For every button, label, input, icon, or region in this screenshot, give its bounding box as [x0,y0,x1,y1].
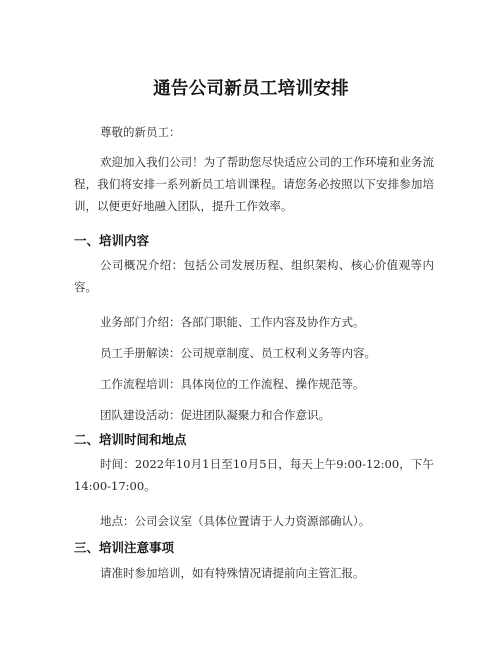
document-title: 通告公司新员工培训安排 [153,79,349,99]
section-heading-notes: 三、培训注意事项 [74,540,175,555]
intro-paragraph: 欢迎加入我们公司！为了帮助您尽快适应公司的工作环境和业务流程，我们将安排一系列新员工培训课程。请您务必按照以下安排参加培训，以便更好地融入团队，提升工作效率。 [74,155,434,213]
content-item-team-building: 团队建设活动：促进团队凝聚力和合作意识。 [100,408,330,422]
content-item-workflow: 工作流程培训：具体岗位的工作流程、操作规范等。 [100,377,365,391]
content-item-company-overview: 公司概况介绍：包括公司发展历程、组织架构、核心价值观等内容。 [74,258,434,294]
greeting: 尊敬的新员工： [100,125,181,139]
section-heading-time-place: 二、培训时间和地点 [74,432,187,447]
place-item: 地点：公司会议室（具体位置请于人力资源部确认）。 [100,514,371,528]
content-item-departments: 业务部门介绍：各部门职能、工作内容及协作方式。 [100,315,365,329]
section-heading-training-content: 一、培训内容 [74,233,150,248]
note-item-punctuality: 请准时参加培训，如有特殊情况请提前向主管汇报。 [100,566,365,580]
time-item: 时间：2022年10月1日至10月5日，每天上午9:00-12:00，下午14:00-17:00。 [74,457,434,493]
content-item-handbook: 员工手册解读：公司规章制度、员工权利义务等内容。 [100,346,376,360]
